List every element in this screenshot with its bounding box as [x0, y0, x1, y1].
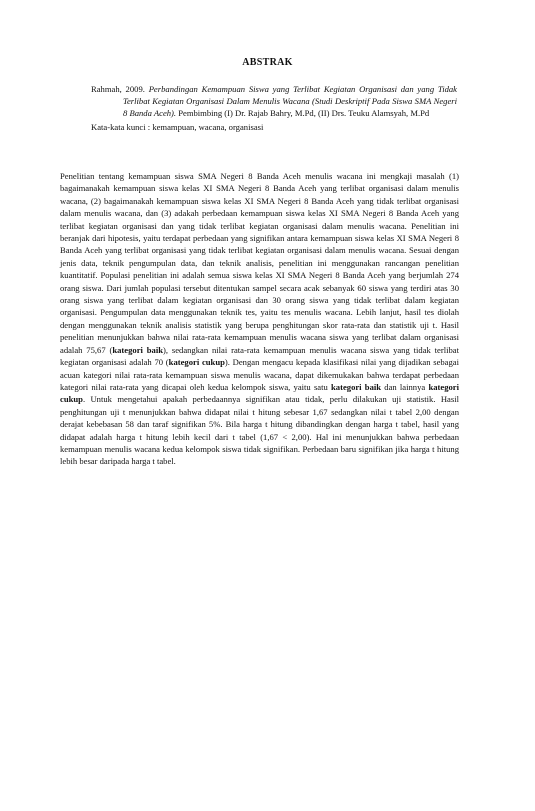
category-good-label-2: kategori baik — [331, 381, 382, 392]
category-sufficient-label: kategori cukup — [168, 357, 225, 368]
citation-author-year: Rahmah, 2009. — [91, 84, 145, 94]
body-text-part-5: . Untuk mengetahui apakah perbedaannya signifikan atau tidak, perlu dilakukan uji statistik. Hasil penghitungan uji t menunjukkan bahwa didapat nilai t hitung sebesar 1,67 sedangkan nilai t tabel 2,00 dengan derajat kebebasan 58 dan taraf signifikan 5%. Bila harga t hitung dibandingkan dengan harga t tabel, hasil yang didapat adalah harga t hitung lebih kecil dari t tabel (1,67 < 2,00). Hal ini menunjukkan bahwa perbedaan kemampuan menulis wacana kedua kelompok siswa tidak signifikan. Perbedaan baru signifikan jika harga t hitung lebih besar daripada harga t tabel. — [60, 394, 459, 467]
category-sufficient-label-2: kategori cukup — [60, 381, 459, 405]
abstract-body — [60, 170, 459, 468]
category-good-label: kategori baik — [112, 344, 163, 355]
citation-block — [91, 83, 457, 133]
page-title: ABSTRAK — [242, 57, 293, 68]
body-text-part-2: ), sedangkan nilai rata-rata kemampuan menulis wacana siswa yang tidak terlibat kegiatan organisasi adalah 70 ( — [60, 344, 460, 368]
citation-supervisors: Pembimbing (I) Dr. Rajab Bahry, M.Pd, (II) Drs. Teuku Alamsyah, M.Pd — [178, 108, 430, 119]
citation-entry — [91, 83, 457, 120]
body-text-part-3: ). Dengan mengacu kepada klasifikasi nilai yang dijadikan sebagai acuan kategori nilai rata-rata kemampuan siswa menulis wacana, dapat dikemukakan bahwa terdapat perbedaan kategori nilai rata-rata yang dicapai oleh kedua kelompok siswa, yaitu satu — [60, 357, 460, 392]
body-text-part-4: dan lainnya — [381, 381, 429, 392]
citation-work-title: Perbandingan Kemampuan Siswa yang Terlibat Kegiatan Organisasi dan yang Tidak Terlibat Kegiatan Organisasi Dalam Menulis Wacana (Studi Deskriptif Pada Siswa SMA Negeri 8 Banda Aceh). — [123, 84, 457, 119]
keywords-line: Kata-kata kunci : kemampuan, wacana, organisasi — [91, 121, 264, 132]
body-text-part-1: Penelitian tentang kemampuan siswa SMA Negeri 8 Banda Aceh menulis wacana ini mengkaji masalah (1) bagaimanakah kemampuan siswa kelas XI SMA Negeri 8 Banda Aceh yang terlibat organisasi dalam menulis wacana, (2) bagaimanakah kemampuan siswa kelas XI SMA Negeri 8 Banda Aceh yang tidak terlibat organisasi dalam menulis wacana, dan (3) adakah perbedaan kemampuan siswa kelas XI SMA Negeri 8 Banda Aceh yang terlibat kegiatan organisasi dan yang tidak terlibat kegiatan organisasi dalam menulis wacana. Penelitian ini beranjak dari hipotesis, yaitu terdapat perbedaan yang signifikan antara kemampuan siswa kelas XI SMA Negeri 8 Banda Aceh yang terlibat organisasi yang tidak terlibat kegiatan organisasi dalam menulis wacana. Sesuai dengan jenis data, teknik pengumpulan data, dan teknik analisis, penelitian ini menggunakan rancangan penelitian kuantitatif. Populasi penelitian ini adalah semua siswa kelas XI SMA Negeri 8 Banda Aceh yang berjumlah 274 orang siswa. Dari jumlah populasi tersebut ditentukan sampel secara acak sebanyak 60 siswa yang terdiri atas 30 orang siswa yang terlibat dalam kegiatan organisasi dan 30 orang siswa yang tidak terlibat dalam kegiatan organisasi. Pengumpulan data menggunakan teknik tes, yaitu tes menulis wacana. Lebih lanjut, hasil tes diolah dengan menggunakan teknik analisis statistik yang berupa penghitungan skor rata-rata dan statistik uji t. Hasil penelitian menunjukkan bahwa nilai rata-rata kemampuan menulis wacana siswa yang terlibat dalam organisasi adalah 75,67 ( — [60, 171, 459, 355]
